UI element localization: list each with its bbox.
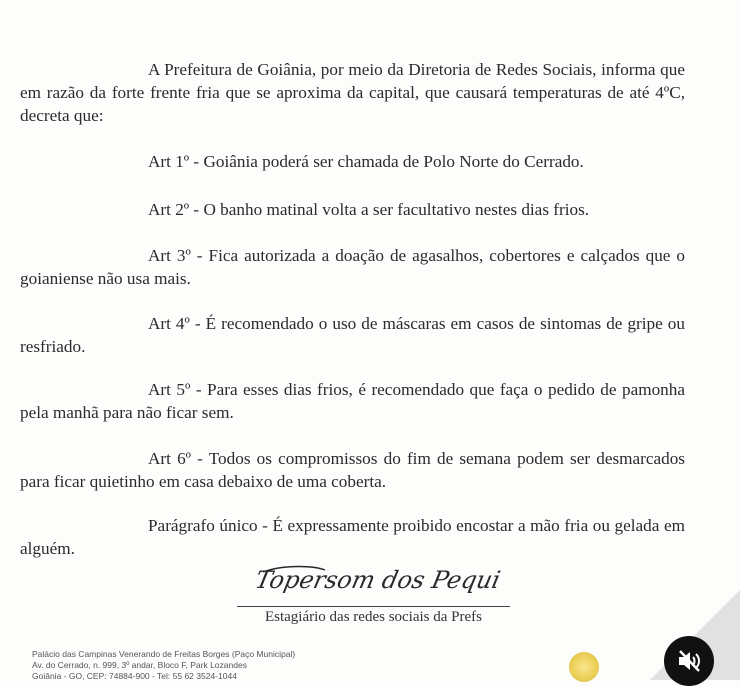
article-1: Art 1º - Goiânia poderá ser chamada de Polo Norte do Cerrado. (148, 152, 584, 171)
signature-caption: Estagiário das redes sociais da Prefs (264, 609, 483, 625)
footer-line-2: Av. do Cerrado, n. 999, 3º andar, Bloco F, Park Lozandes (32, 660, 247, 670)
article-3: Art 3º - Fica autorizada a doação de agasalhos, cobertores e calçados que o goianiense não usa mais. (20, 246, 685, 288)
mute-button[interactable] (664, 636, 714, 686)
article-4: Art 4º - É recomendado o uso de máscaras em casos de sintomas de gripe ou resfriado. (20, 314, 685, 356)
seal-logo-icon (569, 652, 599, 682)
footer-line-1: Palácio das Campinas Venerando de Freitas Borges (Paço Municipal) (32, 649, 296, 659)
paragrafo-unico: Parágrafo único - É expressamente proibido encostar a mão fria ou gelada em alguém. (20, 516, 685, 558)
footer-line-3: Goiânia - GO, CEP: 74884-900 - Tel: 55 62 3524-1044 (32, 671, 237, 681)
article-2: Art 2º - O banho matinal volta a ser facultativo nestes dias frios. (148, 200, 590, 219)
handwritten-signature (255, 560, 515, 600)
article-6: Art 6º - Todos os compromissos do fim de semana podem ser desmarcados para ficar quietinho em casa debaixo de uma coberta. (20, 449, 685, 491)
signature-line (237, 606, 510, 607)
intro-paragraph: A Prefeitura de Goiânia, por meio da Diretoria de Redes Sociais, informa que em razão da forte frente fria que se aproxima da capital, que causará temperaturas de até 4ºC, decreta que: (20, 60, 685, 125)
svg-text:Topersom dos Pequi: Topersom dos Pequi (255, 565, 504, 594)
footer-address (32, 649, 295, 682)
speaker-muted-icon (676, 648, 702, 674)
article-5: Art 5º - Para esses dias frios, é recomendado que faça o pedido de pamonha pela manhã para não ficar sem. (20, 380, 685, 422)
